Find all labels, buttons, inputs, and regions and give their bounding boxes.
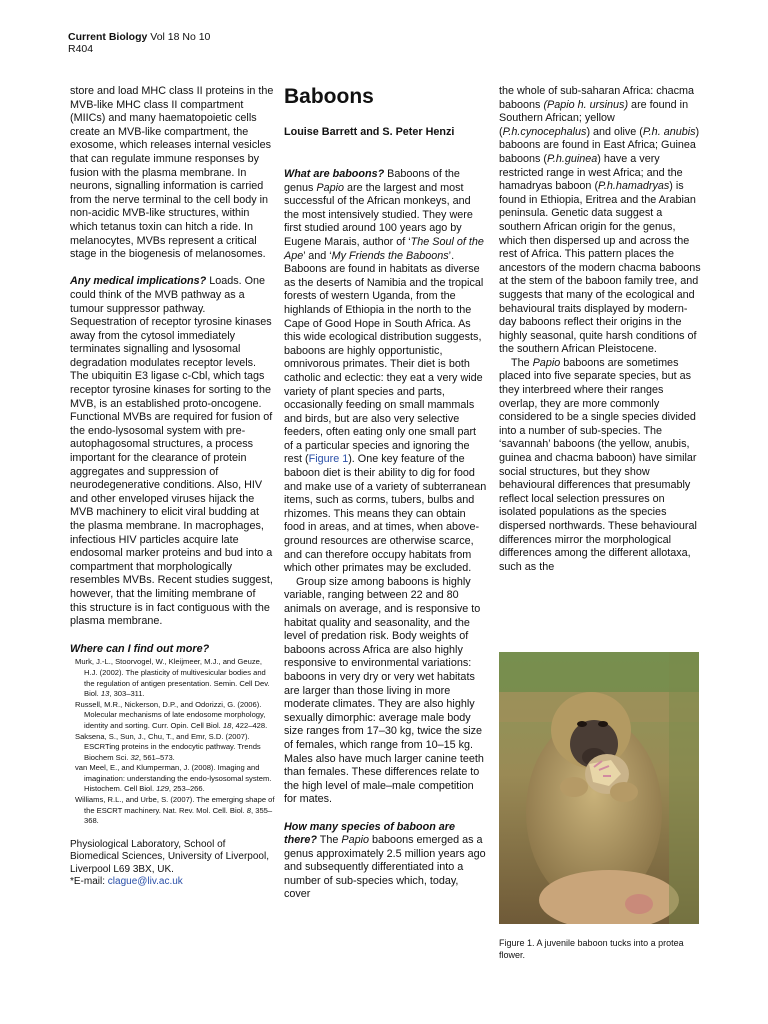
figure-link[interactable]: Figure 1 bbox=[308, 453, 349, 466]
further-reading-heading: Where can I find out more? bbox=[70, 642, 210, 655]
figure-caption: Figure 1. A juvenile baboon tucks into a protea flower. bbox=[499, 938, 684, 960]
reference-item: Russell, M.R., Nickerson, D.P., and Odorizzi, G. (2006). Molecular mechanisms of late endosome morphology, identity and sorting. Curr. Opin. Cell Biol. 18, 422–428. bbox=[75, 699, 268, 730]
run-in-heading: How many species of baboon are there? bbox=[284, 820, 455, 847]
reference-item: Saksena, S., Sun, J., Chu, T., and Emr, S.D. (2007). ESCRTing proteins in the endocytic pathway. Trends Biochem Sci. 32, 561–573. bbox=[75, 731, 261, 762]
column-middle bbox=[284, 168, 487, 902]
paragraph: the whole of sub-saharan Africa: chacma baboons (Papio h. ursinus) are found in Southern African; yellow (P.h.cynocephalus) and olive (P.h. anubis) baboons are found in East Africa; Guinea baboons (P.h.guinea) have a very restricted range in west Africa; and the hamadryas baboon (P.h.hamadryas) is found in Ethiopia, Eritrea and the Arabian peninsula. Genetic data suggest a southern African origin for the genus, which then dispersed up and across the rest of Africa. This pattern places the ancestors of the modern chacma baboons at the stem of the baboon family tree, and suggests that many of the ecological and behavioural traits displayed by modern-day baboons reflect their origins in the highly seasonal, quite harsh conditions of the southern African Pleistocene. bbox=[499, 85, 701, 356]
paragraph: The Papio baboons are sometimes placed into five separate species, but as they interbreed where their ranges overlap, they are more commonly considered to be a single species divided into a number of sub-species. The ‘savannah’ baboons (the yellow, anubis, guinea and chacma baboon) have similar social structures, but they show behavioural differences that presumably reflect local selection pressures on isolated populations as the species dispersed northwards. These behavioural differences mirror the morphological differences among the different allotaxa, such as the bbox=[499, 356, 697, 573]
reference-item: Williams, R.L., and Urbe, S. (2007). The emerging shape of the ESCRT machinery. Nat. Rev. Mol. Cell. Biol. 8, 355–368. bbox=[75, 795, 275, 826]
author-address: Physiological Laboratory, School of Biomedical Sciences, University of Liverpool, Liverpool L69 3BX, UK. *E-mail: clague@liv.ac.uk bbox=[70, 838, 269, 888]
journal-volume: Vol 18 No 10 bbox=[150, 31, 211, 43]
run-in-heading: What are baboons? bbox=[284, 168, 385, 180]
paragraph: Group size among baboons is highly variable, ranging between 22 and 80 animals on average, and is responsive to habitat quality and seasonality, and the level of predation risk. Body weights of baboons across Africa are also highly responsive to environmental variations: baboons in very dry or very wet habitats are larger than those living in more moderate climates. They are also highly sexually dimorphic: average male body size ranges from 17–30 kg, twice the size of females, which range from 10–15 kg. Males also have much larger canine teeth than females. These differences relate to the high level of male–male competition for mates. bbox=[284, 575, 484, 806]
article-title: Baboons bbox=[284, 85, 374, 108]
baboon-photo bbox=[499, 652, 699, 924]
reference-item: Murk, J.-L., Stoorvogel, W., Kleijmeer, M.J., and Geuze, H.J. (2002). The plasticity of multivesicular bodies and the regulation of antigen presentation. Semin. Cell Dev. Biol. 13, 303–311. bbox=[75, 657, 270, 699]
article-authors: Louise Barrett and S. Peter Henzi bbox=[284, 126, 455, 138]
page-number: R404 bbox=[68, 43, 94, 55]
reference-item: van Meel, E., and Klumperman, J. (2008). Imaging and imagination: understanding the endo-lysosomal system. Histochem. Cell Biol. 129, 253–266. bbox=[75, 763, 272, 794]
journal-name: Current Biology bbox=[68, 31, 148, 43]
column-right bbox=[499, 85, 704, 574]
paragraph: Any medical implications? Loads. One could think of the MVB pathway as a tumour suppressor pathway. Sequestration of receptor tyrosine kinases away from the cytosol immediately terminates signalling and lysosomal degradation modulates receptor levels. The ubiquitin E3 ligase c-Cbl, which tags receptor tyrosine kinases for sorting to the MVB, is an established proto-oncogene. Functional MVBs are required for fusion of the endo-lysosomal system with pre-autophagosomal structures, a process important for the clearance of protein aggregates and suppression of neurodegenerative conditions. Also, HIV and other enveloped viruses hijack the MVB machinery to elicit viral budding at the plasma membrane. In macrophages, infectious HIV particles acquire late endosomal marker proteins and bud into a compartment that morphologically resembles MVBs. Recent studies suggest, however, that the limiting membrane of this structure is in fact contiguous with the plasma membrane. bbox=[70, 275, 273, 628]
reference-list bbox=[70, 657, 275, 827]
masthead bbox=[68, 31, 210, 55]
run-in-heading: Any medical implications? bbox=[70, 275, 207, 288]
paragraph: What are baboons? Baboons of the genus Papio are the largest and most successful of the African monkeys, and the most intensively studied. They were first studied around 100 years ago by Eugene Marais, author of ‘The Soul of the Ape’ and ‘My Friends the Baboons’. Baboons are found in habitats as diverse as the deserts of Namibia and the tropical forests of western Uganda, from the highlands of Ethiopia in the north to the Cape of Good Hope in South Africa. As this wide ecological distribution suggests, baboons are highly opportunistic, omnivorous primates. Their diet is both catholic and eclectic: they eat a very wide variety of plant species and parts, occasionally feeding on small mammals and birds, but are also very selective feeders, often eating only one small part of a particular species and ignoring the rest (Figure 1). One key feature of the baboon diet is their ability to dig for food and make use of a variety of subterranean items, such as corms, tubers, bulbs and rhizomes. This means they can obtain food in areas, and at times, when above-ground resources are otherwise scarce, and can therefore occupy habitats from which other primates may be excluded. bbox=[284, 168, 487, 575]
email-link[interactable]: clague@liv.ac.uk bbox=[107, 876, 183, 888]
paragraph: store and load MHC class II proteins in the MVB-like MHC class II compartment (MIICs) and many haematopoietic cells create an MVB-like compartment, the exosome, which releases internal vesicles that can regulate immune responses by fusion with the plasma membrane. In neurons, signalling information is carried from the nerve terminal to the cell body in non-acidic MVB-like structures, within which tetanus toxin can hitch a ride. In melanocytes, MVBs represent a critical stage in the biogenesis of melanosomes. bbox=[70, 85, 274, 261]
paragraph: How many species of baboon are there? The Papio baboons emerged as a genus approximately 2.5 million years ago and subsequently differentiated into a number of sub-species which, today, cover bbox=[284, 820, 486, 901]
column-left bbox=[70, 85, 275, 888]
